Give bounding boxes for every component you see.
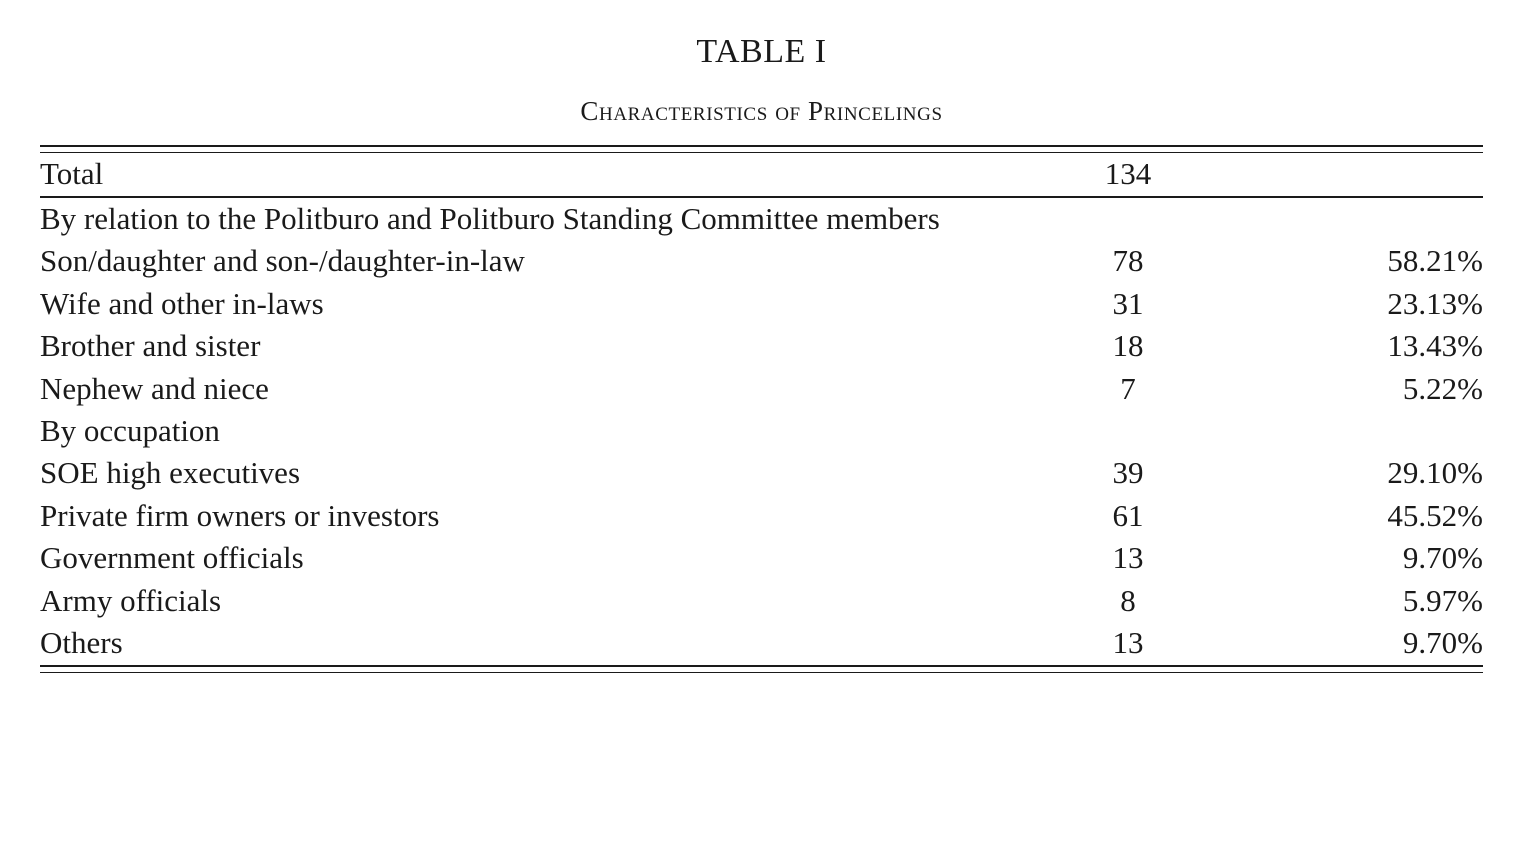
row-label: Nephew and niece (40, 370, 269, 406)
total-percent (1253, 153, 1483, 195)
row-percent: 58.21% (1387, 243, 1483, 279)
row-percent: 45.52% (1387, 497, 1483, 533)
row-percent: 23.13% (1387, 285, 1483, 321)
table-row (40, 580, 1483, 622)
row-label: Private firm owners or investors (40, 497, 440, 533)
total-label: Total (40, 156, 104, 192)
row-label: SOE high executives (40, 455, 301, 491)
table-row (40, 495, 1483, 537)
table-row (40, 368, 1483, 410)
table-row-total (40, 153, 1483, 195)
row-count: 13 (1112, 540, 1144, 576)
table-row (40, 622, 1483, 664)
row-count: 31 (1112, 285, 1144, 321)
row-percent: 29.10% (1387, 455, 1483, 491)
row-label: Army officials (40, 582, 222, 618)
row-percent: 5.22% (1402, 370, 1483, 406)
row-count: 13 (1112, 625, 1144, 661)
row-label: Others (40, 625, 123, 661)
table-caption: Characteristics of Princelings (580, 95, 943, 126)
total-count: 134 (1104, 156, 1152, 192)
table-row (40, 283, 1483, 325)
table-number-label: TABLE I (696, 33, 827, 70)
row-count: 61 (1112, 497, 1144, 533)
section-heading-relation: By relation to the Politburo and Politburo Standing Committee members (40, 200, 940, 236)
table-top-double-rule (40, 145, 1483, 153)
section-heading-row (40, 198, 1483, 240)
row-count: 7 (1120, 370, 1136, 406)
row-label: Son/daughter and son-/daughter-in-law (40, 243, 525, 279)
table-bottom-double-rule (40, 665, 1483, 673)
table-row (40, 240, 1483, 282)
table-row (40, 537, 1483, 579)
row-count: 78 (1112, 243, 1144, 279)
row-label: Wife and other in-laws (40, 285, 324, 321)
row-count: 39 (1112, 455, 1144, 491)
row-percent: 5.97% (1402, 582, 1483, 618)
table-row (40, 325, 1483, 367)
characteristics-table (40, 153, 1483, 195)
section-heading-row (40, 410, 1483, 452)
row-label: Government officials (40, 540, 304, 576)
row-count: 8 (1120, 582, 1136, 618)
row-count: 18 (1112, 328, 1144, 364)
row-percent: 13.43% (1387, 328, 1483, 364)
table-row (40, 452, 1483, 494)
row-percent: 9.70% (1402, 540, 1483, 576)
row-label: Brother and sister (40, 328, 261, 364)
section-heading-occupation: By occupation (40, 413, 220, 448)
characteristics-table-body (40, 198, 1483, 665)
row-percent: 9.70% (1402, 625, 1483, 661)
